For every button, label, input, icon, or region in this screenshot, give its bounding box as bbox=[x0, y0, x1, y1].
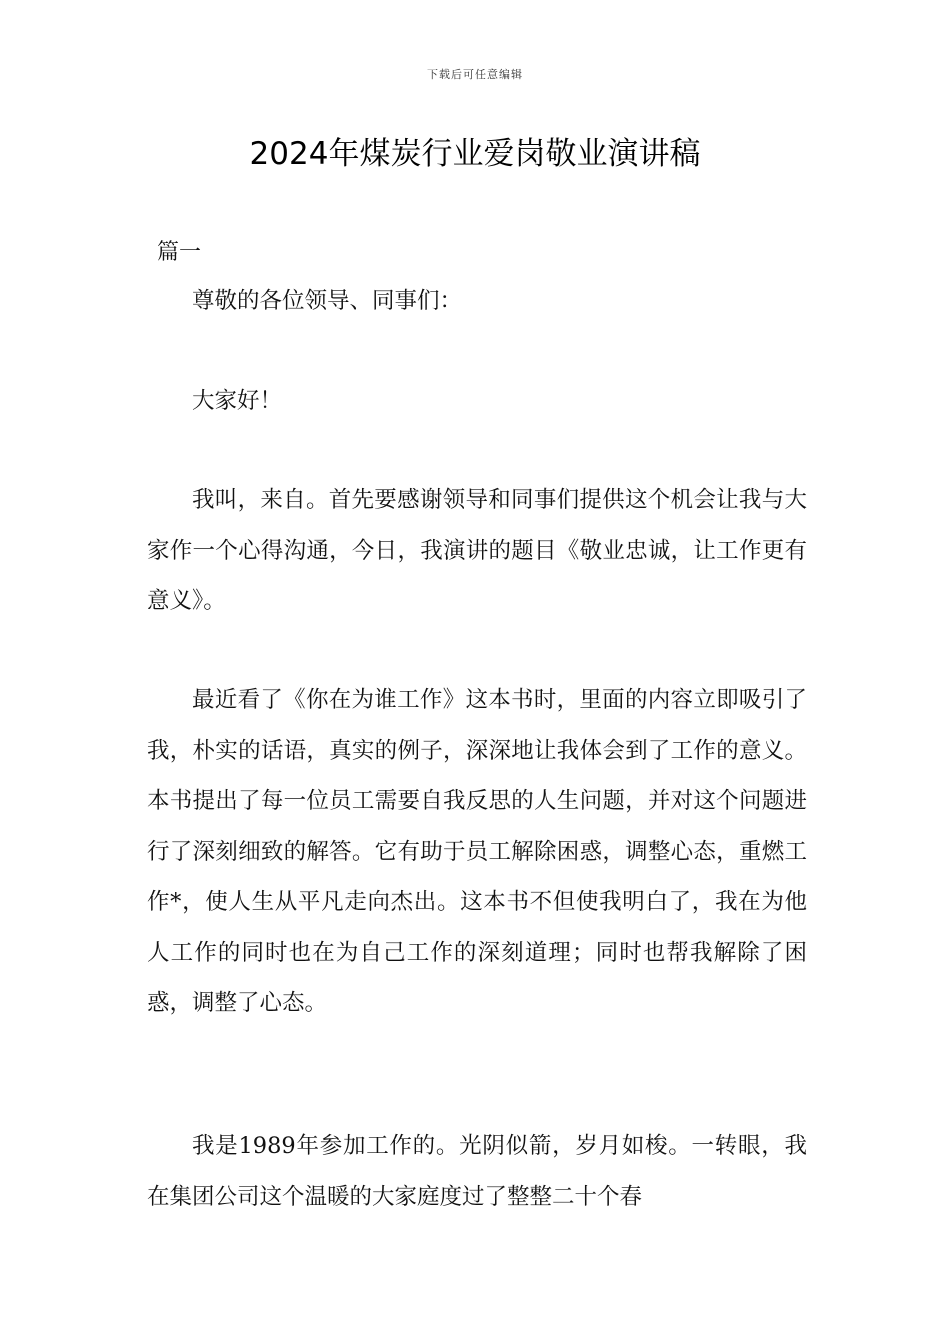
greeting-paragraph: 尊敬的各位领导、同事们： bbox=[192, 288, 463, 314]
body-paragraph-intro: 我叫，来自。首先要感谢领导和同事们提供这个机会让我与大家作一个心得沟通，今日，我演讲的题目《敬业忠诚，让工作更有意义》。 bbox=[147, 487, 807, 614]
hello-paragraph: 大家好！ bbox=[192, 388, 283, 414]
document-title: 2024年煤炭行业爱岗敬业演讲稿 bbox=[249, 136, 701, 172]
body-paragraph-career: 我是1989年参加工作的。光阴似箭，岁月如梭。一转眼，我在集团公司这个温暖的大家庭度过了整整二十个春 bbox=[147, 1133, 807, 1210]
body-paragraph-book: 最近看了《你在为谁工作》这本书时，里面的内容立即吸引了我，朴实的话语，真实的例子，深深地让我体会到了工作的意义。本书提出了每一位员工需要自我反思的人生问题，并对这个问题进行了深刻细致的解答。它有助于员工解除困惑，调整心态，重燃工作*，使人生从平凡走向杰出。这本书不但使我明白了，我在为他人工作的同时也在为自己工作的深刻道理；同时也帮我解除了困惑，调整了心态。 bbox=[147, 687, 807, 1016]
section-label: 篇一 bbox=[157, 240, 202, 265]
page-header-note: 下载后可任意编辑 bbox=[427, 68, 523, 81]
